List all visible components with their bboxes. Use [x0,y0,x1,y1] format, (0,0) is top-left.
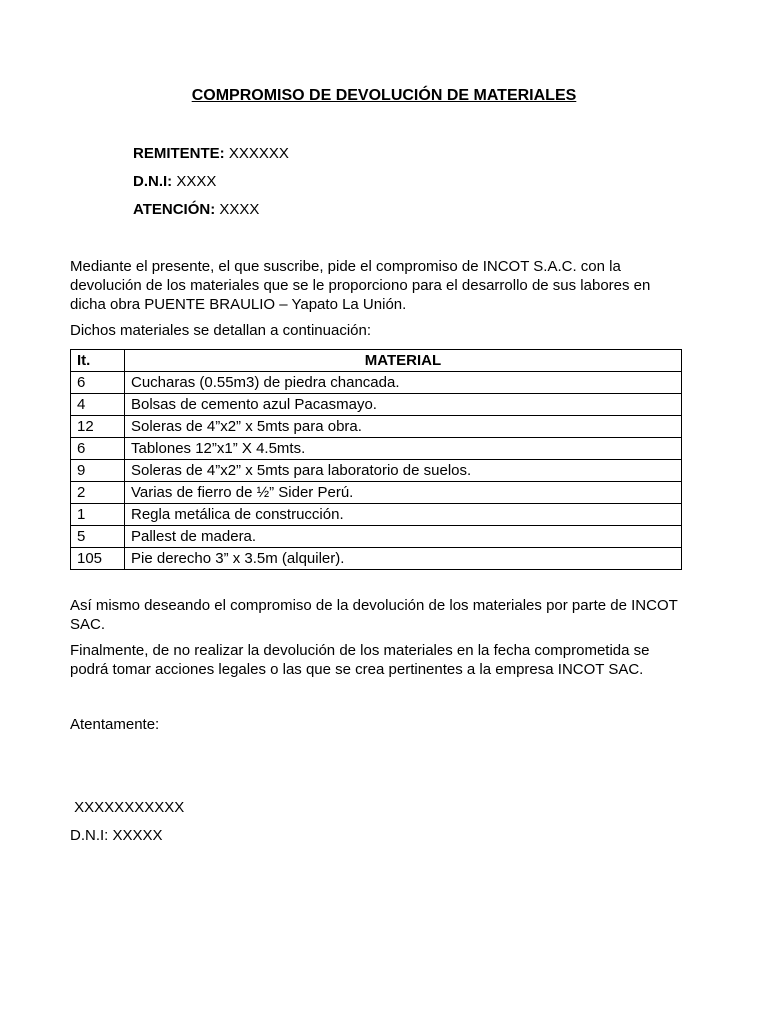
cell-material: Bolsas de cemento azul Pacasmayo. [125,394,682,416]
table-row [71,394,682,416]
table-row [71,372,682,394]
cell-item: 6 [71,438,125,460]
cell-item: 9 [71,460,125,482]
table-row [71,460,682,482]
dni-value: XXXX [172,173,217,190]
atencion-label: ATENCIÓN: [133,201,216,218]
materials-table [70,349,682,570]
cell-material: Soleras de 4”x2” x 5mts para laboratorio de suelos. [125,460,682,482]
cell-item: 5 [71,526,125,548]
cell-material: Varias de fierro de ½” Sider Perú. [125,482,682,504]
cell-material: Tablones 12”x1” X 4.5mts. [125,438,682,460]
final-paragraph [70,641,682,679]
intro-line: devolución de los materiales que se le proporciono para el desarrollo de sus labores en [70,277,651,294]
document-title: COMPROMISO DE DEVOLUCIÓN DE MATERIALES [191,87,577,104]
cell-material: Pallest de madera. [125,526,682,548]
intro-line: Mediante el presente, el que suscribe, pide el compromiso de INCOT S.A.C. con la [70,258,621,275]
final-line: Finalmente, de no realizar la devolución de los materiales en la fecha comprometida se [70,642,650,659]
cell-item: 2 [71,482,125,504]
table-row [71,526,682,548]
cell-item: 105 [71,548,125,570]
cell-material: Cucharas (0.55m3) de piedra chancada. [125,372,682,394]
details-intro: Dichos materiales se detallan a continuación: [70,322,372,339]
remitente-label: REMITENTE: [133,145,225,162]
closing-text: Atentamente: [70,716,160,733]
intro-paragraph [70,257,682,314]
atencion-field [133,201,259,218]
table-row [71,504,682,526]
cell-material: Soleras de 4”x2” x 5mts para obra. [125,416,682,438]
remitente-field [133,145,289,162]
header-item: It. [71,350,125,372]
atencion-value: XXXX [215,201,260,218]
cell-item: 1 [71,504,125,526]
remitente-value: XXXXXX [224,145,289,162]
signature-name: XXXXXXXXXXX [70,799,185,816]
cell-item: 6 [71,372,125,394]
cell-item: 12 [71,416,125,438]
cell-item: 4 [71,394,125,416]
dni-label: D.N.I: [133,173,173,190]
table-row [71,548,682,570]
header-material: MATERIAL [125,350,682,372]
commitment-paragraph [70,596,682,634]
cell-material: Pie derecho 3” x 3.5m (alquiler). [125,548,682,570]
signature-dni: D.N.I: XXXXX [70,827,163,844]
table-header-row [71,350,682,372]
dni-field [133,173,216,190]
commitment-line: SAC. [70,616,106,633]
final-line: podrá tomar acciones legales o las que se crea pertinentes a la empresa INCOT SAC. [70,661,644,678]
commitment-line: Así mismo deseando el compromiso de la devolución de los materiales por parte de INCOT [70,597,678,614]
intro-line: dicha obra PUENTE BRAULIO – Yapato La Unión. [70,296,407,313]
cell-material: Regla metálica de construcción. [125,504,682,526]
table-row [71,438,682,460]
table-row [71,482,682,504]
table-row [71,416,682,438]
